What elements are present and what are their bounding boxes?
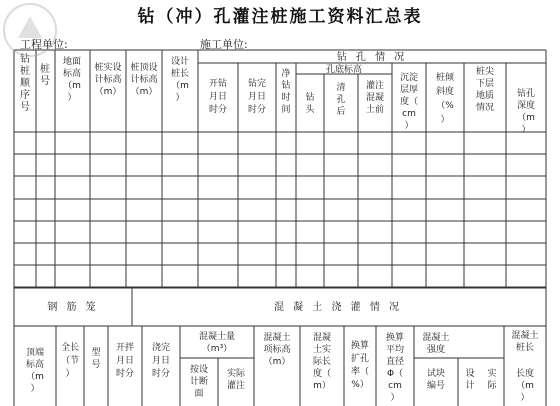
col-sample-no: 试块编号	[426, 369, 446, 391]
col-drill-depth: 钻孔深度（m ）	[516, 89, 536, 135]
concrete-strength-header: 混凝土强度	[422, 333, 450, 355]
col-pour-end: 浇完月日时分	[151, 343, 171, 379]
col-pile-top-elevation: 桩顶设计标高（m）	[130, 63, 158, 97]
col-rebar-type: 型号	[91, 348, 101, 370]
col-avg-diameter: 换算平均直径 Φ（ cm ）	[385, 333, 405, 403]
col-mix-start: 开拌月日时分	[115, 343, 135, 379]
col-pile-length: 长度（m ）	[515, 369, 535, 403]
col-pile-no: 桩号	[40, 64, 50, 87]
hole-bottom-elevation-header: 孔底标高	[325, 65, 363, 75]
col-sediment-thickness: 沉淀层厚度（ cm ）	[399, 73, 419, 131]
col-start-drilling: 开钻月日时分	[208, 79, 228, 115]
col-net-drilling-time: 净钻时间	[281, 69, 291, 115]
watermark-logo	[0, 0, 60, 60]
drilling-group-header: 钻 孔 情 况	[336, 52, 408, 63]
rebar-cage-header: 钢 筋 笼	[47, 302, 99, 313]
concrete-volume-header: 混凝土量（m³）	[198, 332, 236, 354]
col-after-clearing: 清孔后	[336, 83, 346, 117]
concrete-pouring-header: 混 凝 土 浇 灌 情 况	[273, 302, 403, 313]
col-actual-pour: 实际灌注	[226, 369, 246, 391]
col-pile-order: 钻桩顺序号	[20, 54, 30, 113]
col-design-length: 设计桩长（m ）	[170, 57, 190, 103]
col-strength-actual: 实际	[487, 369, 497, 391]
project-unit-label: 工程单位:	[20, 38, 68, 51]
col-strength-design: 设计	[465, 369, 475, 391]
col-pile-design-elevation: 桩实设计标高（m）	[94, 63, 122, 97]
col-ground-elevation: 地面标高（m ）	[62, 57, 82, 103]
col-end-drilling: 钻完月日时分	[247, 79, 267, 115]
col-top-elevation: 顶端标高（m ）	[25, 348, 45, 394]
col-drill-bit: 钻头	[305, 93, 315, 115]
col-concrete-actual-length: 混凝土实际长度（ m）	[312, 333, 332, 391]
col-before-pouring: 灌注混凝土前	[365, 81, 385, 115]
col-pile-inclination: 桩倾斜度（%）	[435, 73, 455, 125]
col-expansion-rate: 换算扩孔率（%）	[350, 341, 370, 390]
col-by-design-section: 按设计断面	[189, 365, 209, 399]
col-concrete-top-elevation: 混凝土项标高（m）	[263, 333, 291, 367]
construction-unit-label: 施工单位:	[200, 38, 248, 51]
document-title: 钻（冲）孔灌注桩施工资料汇总表	[137, 7, 423, 27]
col-geology: 桩尖下层地质情况	[475, 67, 495, 113]
concrete-pile-length-header: 混凝土桩长	[511, 331, 539, 353]
col-full-length: 全长（节）	[60, 343, 80, 379]
